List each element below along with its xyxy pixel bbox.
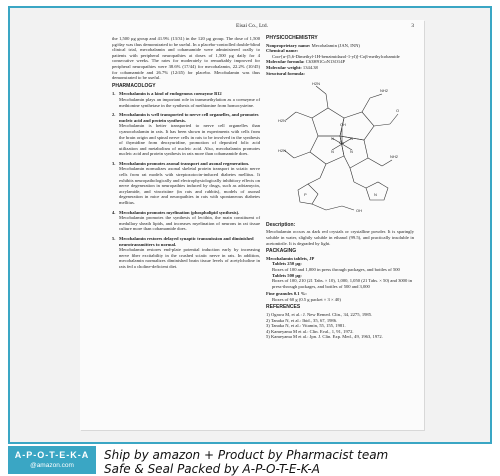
svg-text:N: N: [374, 192, 377, 198]
description-heading: Description:: [266, 221, 296, 228]
product-image-frame: [8, 6, 492, 444]
footer-line-1: Ship by amazon + Product by Pharmacist team: [104, 448, 389, 462]
item-number: 5.: [112, 236, 116, 241]
reference-item: 2) Tanaka N, et al.: Ibid., 35, 67, 1986.: [266, 317, 338, 323]
pharmacology-item-3: [112, 161, 260, 208]
physicochemistry-heading: PHYSICOCHEMISTRY: [266, 35, 318, 41]
logo-text: A-P-O-T-E-K-A: [14, 450, 90, 460]
pharmacology-item-4: [112, 210, 260, 234]
tablets-500-label: Tablets 500 µg:: [272, 272, 302, 278]
svg-text:Co: Co: [339, 140, 345, 146]
pharmacology-item-5: [112, 236, 260, 272]
nonproprietary-label: Nonproprietary name:: [266, 42, 311, 48]
tablets-500-body: Boxes of 100, 210 (21 Tabs. × 10), 1,000, 1,050 (21 Tabs. × 50) and 3000 in press-through packages, and bottles of 500 and 3,000: [272, 278, 413, 289]
item-title: Mecobalamin is well transported to nerve cell organelles, and promotes nucleic acid and protein synthesis.: [119, 112, 259, 123]
structural-formula-image: [270, 78, 410, 216]
packaging-product: Mecobalamin tablets, JP: [266, 255, 315, 261]
item-title: Mecobalamin restores delayed synaptic transmission and diminished neurotransmitters to normal.: [119, 236, 254, 247]
svg-text:H2N: H2N: [278, 118, 287, 124]
svg-text:H2N: H2N: [312, 81, 321, 87]
item-body: Mecobalamin plays an important role in transmethylation as a coenzyme of methionine synthetase in the synthesis of methionine from homocysteine.: [119, 96, 260, 108]
item-body: Mecobalamin promotes the synthesis of lecithin, the main constituent of medullary sheath lipids, and increases myelination of neurons in rat tissue culture more than cobamamide does.: [119, 215, 260, 232]
footer-line-2: Safe & Seal Packed by A-P-O-T-E-K-A: [104, 462, 320, 476]
pharmacology-heading: PHARMACOLOGY: [112, 82, 156, 89]
item-number: 1.: [112, 91, 116, 97]
pharmacology-item-2: [112, 112, 260, 159]
structure-row: [266, 71, 414, 77]
granules-body: Boxes of 60 g (0.5 g packet × 3 × 40): [272, 296, 341, 302]
reference-item: 5) Kameyama M et al.: Jpn. J. Clin. Exp. Med., 49, 1963, 1972.: [266, 334, 383, 340]
item-title: Mecobalamin promotes myelination (phospholipid synthesis).: [119, 209, 240, 215]
tablets-250-label: Tablets 250 µg:: [272, 261, 302, 267]
item-number: 4.: [112, 209, 116, 215]
granules-label: Fine granules 0.1 %:: [266, 291, 307, 297]
chemical-name-value: Coα-[α-(5,6-Dimethyl-1H-benzimidazol-1-yl)]-Coβ-methylcobamide: [272, 53, 400, 59]
header-company: Eisai Co., Ltd.: [236, 23, 268, 29]
left-column: [112, 36, 260, 272]
item-body: Mecobalamin normalizes axonal skeletal protein transport in sciatic nerve cells from rat models with streptozotocin-induced diabetes mellitus. It exhibits neuropathologically and electrophysiologically inhibitory effects on nerve degeneration in neuropathies induced by drugs, such as adriamycin, acrylamide, and vincristine (in rats and rabbits), models of axonal degeneration in mice and neuropathies in rats with spontaneous diabetes mellitus.: [119, 166, 260, 206]
logo-subtext: @amazon.com: [30, 462, 74, 469]
footer-caption: [104, 448, 496, 476]
item-title: Mecobalamin is a kind of endogenous coenzyme B12: [119, 91, 222, 97]
item-body: Mecobalamin restores end-plate potential induction early by increasing nerve fiber excitability in the crushed sciatic nerve in rats. In addition, mecobalamin normalizes diminished brain tissue levels of acetylcholine in rats fed a choline-deficient diet.: [119, 247, 260, 269]
reference-item: 4) Kameyama M et al.: Clin. Eval., 1, 91, 1972.: [266, 328, 354, 334]
reference-item: 1) Ogawa M, et al.: J. New Remed. Clin., 34, 2275, 1985.: [266, 312, 373, 318]
item-number: 2.: [112, 112, 116, 118]
svg-text:N: N: [331, 136, 334, 142]
formula-label: Molecular formula:: [266, 59, 305, 65]
weight-label: Molecular weight:: [266, 64, 302, 70]
nonproprietary-value: Mecobalamin (JAN, INN): [311, 42, 360, 48]
item-number: 3.: [112, 160, 116, 166]
svg-text:O: O: [396, 108, 400, 114]
tablets-250-body: Boxes of 100 and 1,000 in press through packages, and bottles of 500: [272, 266, 400, 272]
svg-text:H2N: H2N: [278, 148, 287, 154]
svg-text:N: N: [331, 149, 334, 155]
reference-item: 3) Tanaka N, et al.: Vitamin, 55, 155, 1981.: [266, 323, 346, 329]
item-body: Mecobalamin is better transported to nerve cell organelles than cyanocobalamin in rats. It has been shown in experiments with cells from the brain origin and spinal nerve cells in rats to be involved in the synthesis of thymidine from deoxyuridine, promotion of deposited folic acid utilization and metabolism of nucleic acid. Also, mecobalamin promotes nucleic acid and protein synthesis in rats more than cobamamide does.: [119, 123, 260, 157]
formula-value: C63H91CoN13O14P: [305, 59, 346, 65]
structure-label: Structural formula:: [266, 70, 305, 76]
intro-paragraph: the 1,500 µg group and 41.9% (13/31) in the 120 µg group. The dose of 1,500 µg/day was thus demonstrated to be useful. In a placebo-controlled double-blind clinical trial, mecobalamin and cobamamide were administered orally to patients with peripheral neuropathies at doses of 1,500 µg daily for 4 consecutive weeks. The rates for moderately to remarkably improved for peripheral neuropathies were 38.6% (17/44) for mecobalamin, 22.2% (10/45) for cobamamide and 26.7% (12/45) for placebo. Mecobalamin was thus demonstrated to be useful.: [112, 36, 260, 81]
apoteka-logo: [8, 446, 96, 474]
item-title: Mecobalamin promotes axonal transport and axonal regeneration.: [119, 160, 250, 166]
description-body: Mecobalamin occurs as dark red crystals or crystalline powder. It is sparingly soluble in water, slightly soluble in ethanol (99.5), and practically insoluble in acetonitrile. It is degraded by light.: [266, 229, 414, 246]
svg-text:NH2: NH2: [390, 154, 399, 160]
weight-value: 1344.38: [302, 64, 318, 70]
svg-text:OH: OH: [356, 208, 362, 214]
references-list: [266, 312, 414, 340]
svg-text:P: P: [304, 192, 307, 198]
chemical-name-label: Chemical name:: [266, 48, 299, 54]
right-column: [266, 36, 414, 340]
pharmacology-item-1: [112, 91, 260, 110]
svg-text:NH2: NH2: [380, 88, 389, 94]
document-page: [80, 20, 424, 430]
svg-text:N: N: [350, 149, 353, 155]
svg-text:N: N: [350, 136, 353, 142]
packaging-heading: PACKAGING: [266, 248, 297, 255]
references-heading: REFERENCES: [266, 304, 301, 311]
svg-text:CH: CH: [340, 122, 346, 128]
page-number: 3: [411, 23, 414, 29]
